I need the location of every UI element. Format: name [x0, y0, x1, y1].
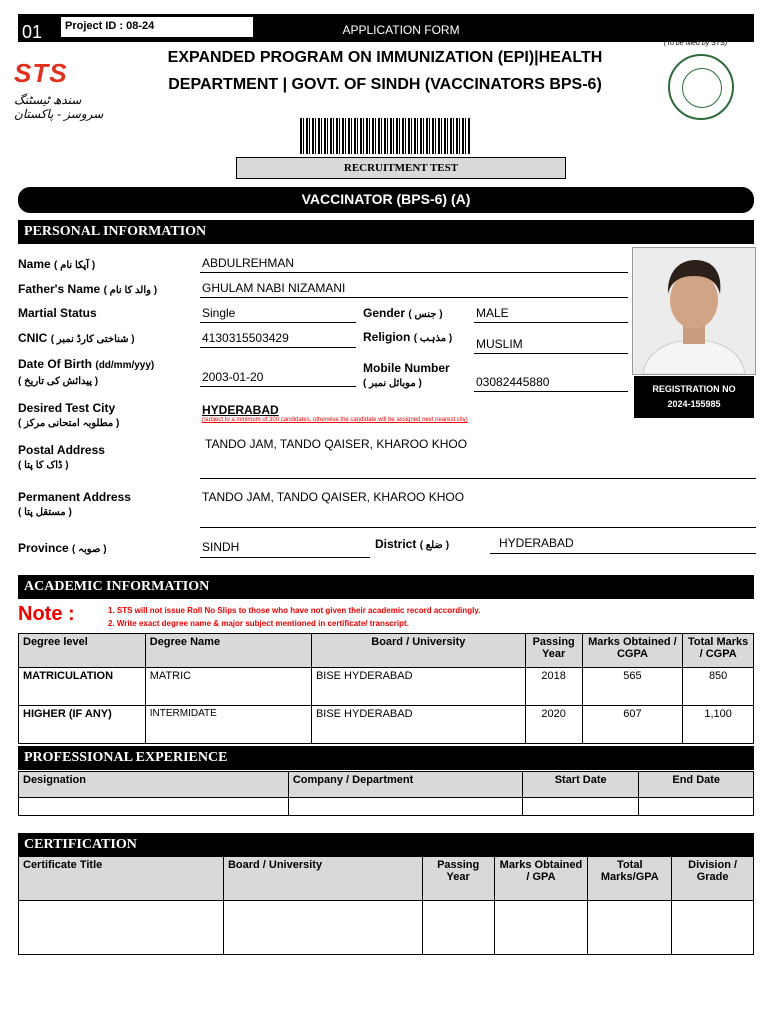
postal-address-label: Postal Address ( ڈاک کا پتا ) [18, 443, 105, 471]
table-row [19, 668, 754, 706]
mobile-value: 03082445880 [476, 375, 550, 389]
province-label: Province ( صوبہ ) [18, 541, 107, 555]
certification-header-division: Division / Grade [672, 857, 754, 901]
province-value: SINDH [202, 540, 240, 554]
academic-header-passing-year: Passing Year [525, 634, 582, 668]
project-id: Project ID : 08-24 [60, 16, 254, 38]
recruitment-test-label: RECRUITMENT TEST [236, 157, 566, 179]
postal-address-value: TANDO JAM, TANDO QAISER, KHAROO KHOO [205, 437, 468, 451]
permanent-address-value: TANDO JAM, TANDO QAISER, KHAROO KHOO [202, 490, 465, 504]
certification-table [18, 856, 754, 955]
form-title [160, 44, 610, 98]
personal-info-heading: PERSONAL INFORMATION [18, 220, 754, 244]
cnic-value: 4130315503429 [202, 331, 289, 345]
total-cell: 1,100 [683, 706, 754, 744]
test-city-note: (subject to a minimum of 300 candidates, otherwise the candidate will be assigned next nearest city) [202, 417, 468, 423]
academic-header-total: Total Marks / CGPA [683, 634, 754, 668]
academic-note-1: 1. STS will not issue Roll No Slips to those who have not given their academic record accordingly. [108, 606, 481, 615]
table-row [19, 798, 754, 816]
passing-year-cell: 2020 [525, 706, 582, 744]
mobile-label: Mobile Number ( موبائل نمبر ) [363, 361, 450, 389]
certification-header-board: Board / University [223, 857, 422, 901]
test-city-value: HYDERABAD [202, 403, 279, 417]
academic-header-board: Board / University [311, 634, 525, 668]
academic-header-degree-level: Degree level [19, 634, 146, 668]
religion-label: Religion ( مذہب ) [363, 330, 453, 344]
academic-table [18, 633, 754, 744]
academic-notes [108, 604, 480, 630]
permanent-address-label: Permanent Address ( مستقل پتا ) [18, 490, 131, 518]
academic-info-heading: ACADEMIC INFORMATION [18, 575, 754, 599]
marks-cell: 607 [582, 706, 683, 744]
certification-header-title: Certificate Title [19, 857, 224, 901]
registration-box [634, 376, 754, 418]
gender-label: Gender ( جنس ) [363, 306, 443, 320]
district-value: HYDERABAD [499, 536, 574, 550]
note-label: Note : [18, 603, 75, 625]
sts-logo [14, 58, 114, 128]
title-line-1: EXPANDED PROGRAM ON IMMUNIZATION (EPI)|HEALTH [167, 49, 603, 66]
academic-note-2: 2. Write exact degree name & major subject mentioned in certificate/ transcript. [108, 619, 409, 628]
candidate-photo [632, 247, 756, 375]
name-value: ABDULREHMAN [202, 256, 295, 270]
experience-header-end-date: End Date [639, 772, 754, 798]
reg-no: REG. NO # ______________ [626, 24, 731, 33]
form-number: 01 [22, 22, 43, 42]
academic-header-degree-name: Degree Name [145, 634, 311, 668]
total-cell: 850 [683, 668, 754, 706]
application-form-label: APPLICATION FORM [342, 23, 460, 37]
dob-value: 2003-01-20 [202, 370, 264, 384]
reg-note: (To be filled by STS) [664, 40, 728, 47]
certification-header-total: Total Marks/GPA [588, 857, 672, 901]
cnic-label: CNIC ( شناختی کارڈ نمبر ) [18, 331, 135, 345]
title-line-2: DEPARTMENT | GOVT. OF SINDH (VACCINATORS BPS-6) [168, 76, 602, 93]
marks-cell: 565 [582, 668, 683, 706]
name-label: Name ( آپکا نام ) [18, 257, 96, 271]
father-name-label: Father's Name ( والد کا نام ) [18, 282, 158, 296]
barcode-icon [300, 118, 470, 154]
marital-status-label: Martial Status [18, 306, 97, 320]
degree-level-cell: MATRICULATION [19, 668, 146, 706]
registration-label: REGISTRATION NO [652, 384, 736, 394]
registration-number: 2024-155985 [667, 399, 721, 409]
experience-header-designation: Designation [19, 772, 289, 798]
sts-logo-text: STS [14, 58, 68, 88]
board-cell: BISE HYDERABAD [311, 668, 525, 706]
degree-name-cell: MATRIC [145, 668, 311, 706]
degree-level-cell: HIGHER (IF ANY) [19, 706, 146, 744]
board-cell: BISE HYDERABAD [311, 706, 525, 744]
dob-label: Date Of Birth (dd/mm/yyy) ( پیدائش کی تاریخ ) [18, 357, 155, 387]
gender-value: MALE [476, 306, 509, 320]
academic-header-marks: Marks Obtained / CGPA [582, 634, 683, 668]
test-city-label: Desired Test City ( مطلوبہ امتحانی مرکز ) [18, 401, 120, 429]
experience-header-company: Company / Department [288, 772, 522, 798]
passing-year-cell: 2018 [525, 668, 582, 706]
degree-name-cell: INTERMIDATE [145, 706, 311, 744]
father-name-value: GHULAM NABI NIZAMANI [202, 281, 346, 295]
marital-status-value: Single [202, 306, 236, 320]
certification-header-marks: Marks Obtained / GPA [494, 857, 588, 901]
table-row [19, 901, 754, 955]
table-row [19, 706, 754, 744]
post-title: VACCINATOR (BPS-6) (A) [18, 187, 754, 213]
experience-table [18, 771, 754, 816]
certification-header-passing-year: Passing Year [422, 857, 494, 901]
religion-value: MUSLIM [476, 337, 523, 351]
sts-logo-urdu: سندھ ٹیسٹنگ سروسز - پاکستان [14, 93, 104, 121]
district-label: District ( ضلع ) [375, 537, 450, 551]
experience-header-start-date: Start Date [522, 772, 639, 798]
sindh-govt-seal-icon [668, 54, 734, 120]
certification-heading: CERTIFICATION [18, 833, 754, 857]
experience-heading: PROFESSIONAL EXPERIENCE [18, 746, 754, 770]
